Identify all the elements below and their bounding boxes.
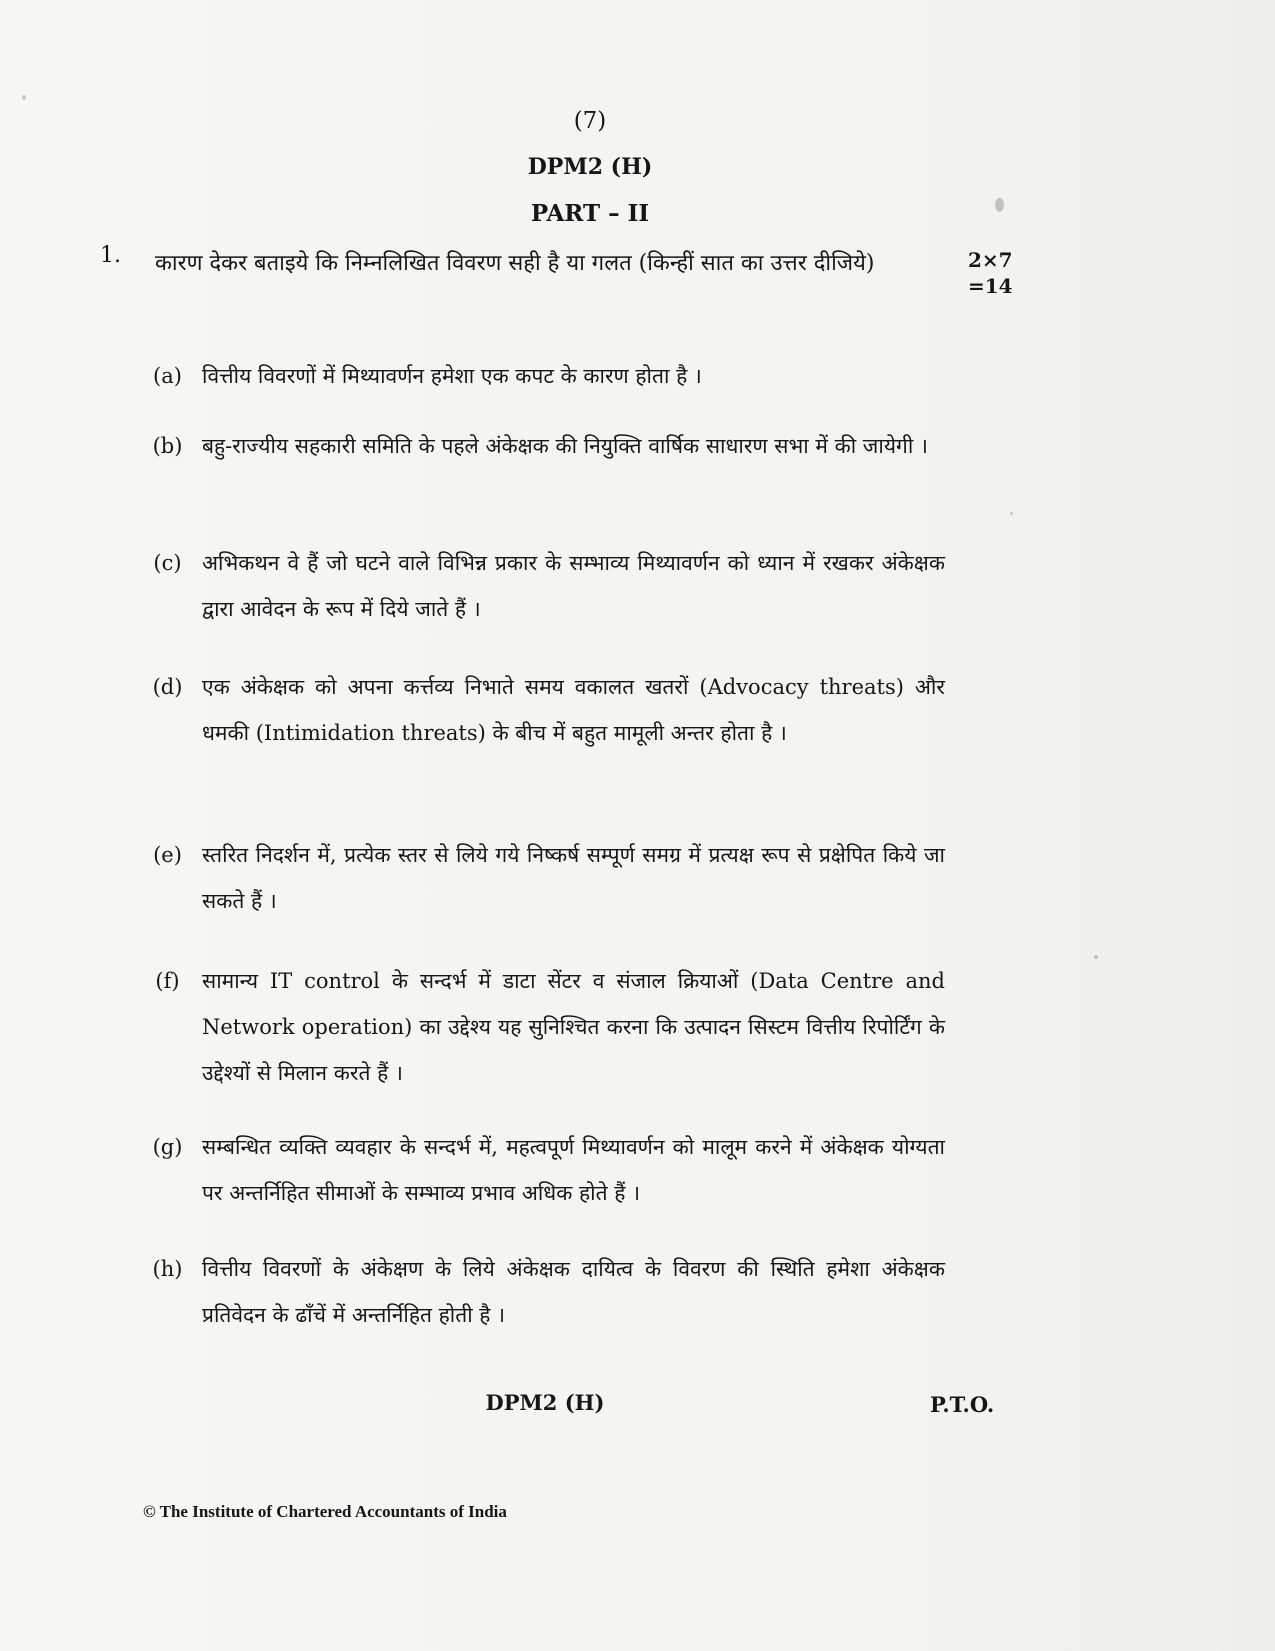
sub-question-text: वित्तीय विवरणों में मिथ्यावर्णन हमेशा एक कपट के कारण होता है । <box>202 364 702 388</box>
please-turn-over: P.T.O. <box>930 1392 995 1417</box>
sub-question-label: (c) <box>153 551 182 575</box>
sub-question-label: (e) <box>153 843 182 867</box>
sub-question-label: (a) <box>153 364 182 388</box>
sub-question-text: स्तरित निदर्शन में, प्रत्येक स्तर से लिये गये निष्कर्ष सम्पूर्ण समग्र में प्रत्यक्ष रूप से प्रक्षेपित किये जा सकते हैं । <box>202 843 945 913</box>
paper-code-footer: DPM2 (H) <box>485 1390 605 1415</box>
sub-question-text: वित्तीय विवरणों के अंकेक्षण के लिये अंकेक्षक दायित्व के विवरण की स्थिति हमेशा अंकेक्षक प्रतिवेदन के ढाँचें में अन्तर्निहित होती है । <box>202 1257 945 1327</box>
copyright-notice: © The Institute of Chartered Accountants of India <box>143 1502 507 1521</box>
scan-speck <box>22 95 26 100</box>
paper-code-header: DPM2 (H) <box>527 154 653 180</box>
scan-speck <box>1010 512 1013 515</box>
marks-allocation <box>968 247 1013 299</box>
sub-question-c <box>140 540 945 632</box>
sub-question-g <box>140 1124 945 1216</box>
sub-question-label: (d) <box>152 675 183 699</box>
sub-question-text: सामान्य IT control के सन्दर्भ में डाटा सेंटर व संजाल क्रियाओं (Data Centre and Network operation) का उद्देश्य यह सुनिश्चित करना कि उत्पादन सिस्टम वित्तीय रिपोर्टिंग के उद्देश्यों से मिलान करते हैं । <box>202 969 945 1085</box>
marks-line-1: 2×7 <box>968 248 1013 272</box>
sub-question-a <box>140 353 945 399</box>
sub-question-text: अभिकथन वे हैं जो घटने वाले विभिन्न प्रकार के सम्भाव्य मिथ्यावर्णन को ध्यान में रखकर अंकेक्षक द्वारा आवेदन के रूप में दिये जाते हैं । <box>202 551 945 621</box>
sub-question-label: (g) <box>152 1135 183 1159</box>
sub-question-text: एक अंकेक्षक को अपना कर्त्तव्य निभाते समय वकालत खतरों (Advocacy threats) और धमकी (Intimidation threats) के बीच में बहुत मामूली अन्तर होता है । <box>202 675 945 745</box>
sub-question-e <box>140 832 945 924</box>
scan-speck <box>995 198 1004 212</box>
sub-question-label: (b) <box>152 434 183 458</box>
sub-question-f <box>140 958 945 1096</box>
question-text: कारण देकर बताइये कि निम्नलिखित विवरण सही है या गलत (किन्हीं सात का उत्तर दीजिये) <box>155 251 875 276</box>
part-title: PART – II <box>530 200 650 227</box>
sub-question-text: बहु-राज्यीय सहकारी समिति के पहले अंकेक्षक की नियुक्ति वार्षिक साधारण सभा में की जायेगी । <box>202 434 928 458</box>
sub-question-b <box>140 423 945 469</box>
marks-line-2: =14 <box>968 274 1013 298</box>
scan-speck <box>1094 955 1098 959</box>
question-number: 1. <box>100 243 121 268</box>
page-number: (7) <box>573 108 607 134</box>
sub-question-label: (h) <box>152 1257 183 1281</box>
sub-question-d <box>140 664 945 756</box>
sub-question-h <box>140 1246 945 1338</box>
sub-question-label: (f) <box>155 969 180 993</box>
sub-question-text: सम्बन्धित व्यक्ति व्यवहार के सन्दर्भ में, महत्वपूर्ण मिथ्यावर्णन को मालूम करने में अंकेक्षक योग्यता पर अन्तर्निहित सीमाओं के सम्भाव्य प्रभाव अधिक होते हैं । <box>202 1135 945 1205</box>
